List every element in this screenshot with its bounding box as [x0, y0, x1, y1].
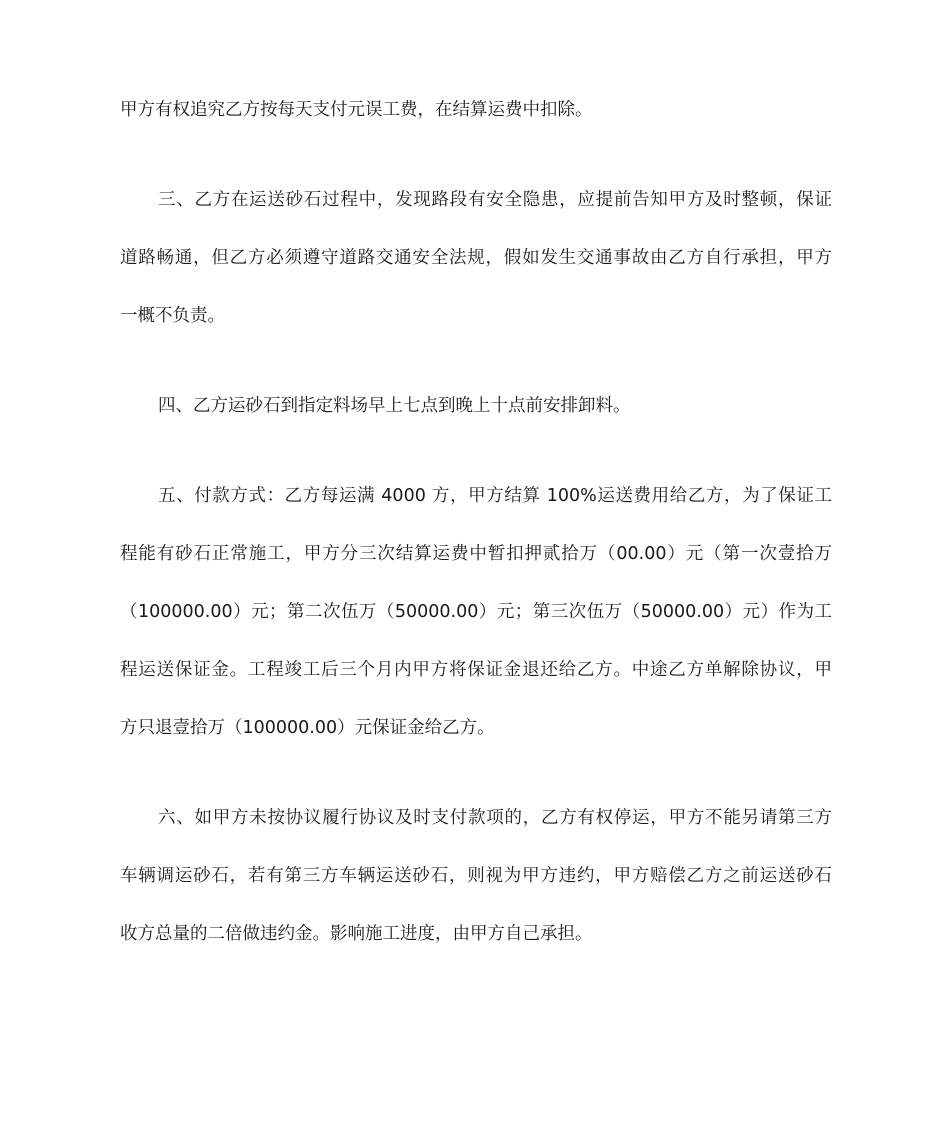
paragraph-line: 三、乙方在运送砂石过程中，发现路段有安全隐患，应提前告知甲方及时整顿，保证: [158, 190, 832, 210]
paragraph-line: 道路畅通，但乙方必须遵守道路交通安全法规，假如发生交通事故由乙方自行承担，甲方: [120, 248, 832, 268]
paragraph-line: 方只退壹拾万（100000.00）元保证金给乙方。: [120, 718, 495, 738]
paragraph-line: 收方总量的二倍做违约金。影响施工进度，由甲方自己承担。: [120, 924, 593, 944]
paragraph-line: 甲方有权追究乙方按每天支付元误工费，在结算运费中扣除。: [120, 100, 593, 120]
paragraph-line: 程运送保证金。工程竣工后三个月内甲方将保证金退还给乙方。中途乙方单解除协议，甲: [120, 660, 832, 680]
paragraph-line: 四、乙方运砂石到指定料场早上七点到晚上十点前安排卸料。: [158, 396, 631, 416]
paragraph-line: 程能有砂石正常施工，甲方分三次结算运费中暂扣押贰拾万（00.00）元（第一次壹拾万: [120, 544, 832, 564]
paragraph-line: 车辆调运砂石，若有第三方车辆运送砂石，则视为甲方违约，甲方赔偿乙方之前运送砂石: [120, 866, 832, 886]
paragraph-line: （100000.00）元；第二次伍万（50000.00）元；第三次伍万（50000.00）元）作为工: [120, 602, 832, 622]
paragraph-line: 一概不负责。: [120, 306, 225, 326]
paragraph-line: 五、付款方式：乙方每运满 4000 方，甲方结算 100%运送费用给乙方，为了保证工: [158, 486, 832, 506]
paragraph-line: 六、如甲方未按协议履行协议及时支付款项的，乙方有权停运，甲方不能另请第三方: [158, 808, 832, 828]
